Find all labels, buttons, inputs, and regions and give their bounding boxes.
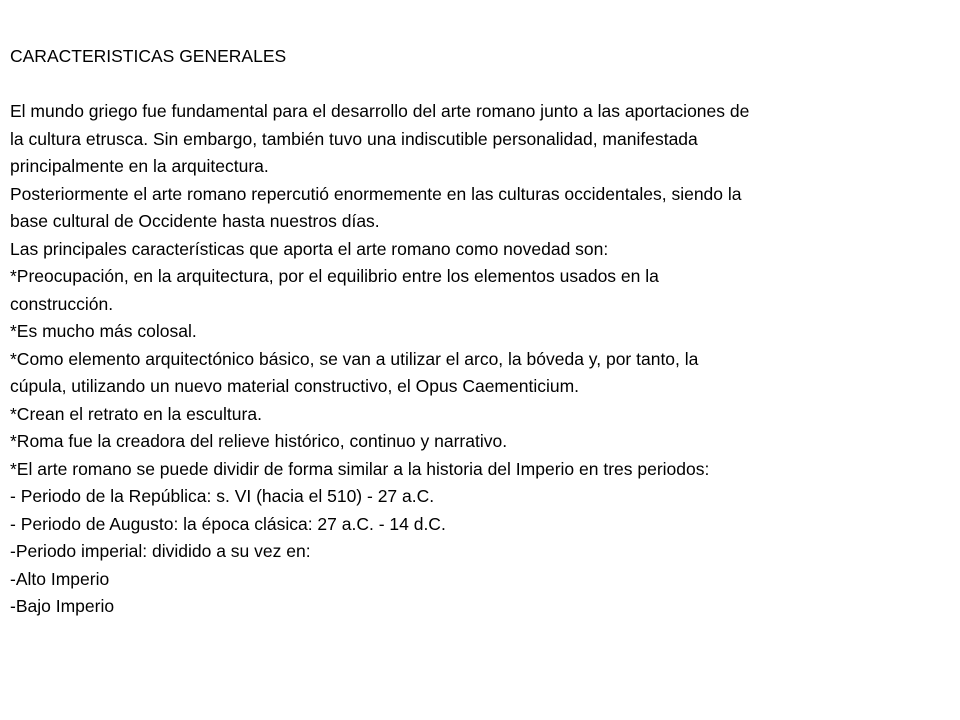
intro-line: Las principales características que aporta el arte romano como novedad son: bbox=[10, 238, 609, 259]
feature-line: *Preocupación, en la arquitectura, por el equilibrio entre los elementos usados en la bbox=[10, 266, 659, 286]
feature-line: construcción. bbox=[10, 293, 114, 314]
period-line: -Periodo imperial: dividido a su vez en: bbox=[10, 541, 311, 561]
period-line: - Periodo de la República: s. VI (hacia el 510) - 27 a.C. bbox=[10, 486, 435, 506]
intro-line: principalmente en la arquitectura. bbox=[10, 156, 269, 176]
blank-line bbox=[10, 71, 950, 99]
feature-line: *Como elemento arquitectónico básico, se van a utilizar el arco, la bóveda y, por tanto, la bbox=[10, 348, 699, 369]
feature-line: *El arte romano se puede dividir de forma similar a la historia del Imperio en tres periodos: bbox=[10, 458, 710, 479]
text-body bbox=[10, 43, 950, 621]
document-title: CARACTERISTICAS GENERALES bbox=[10, 46, 287, 66]
period-line: -Alto Imperio bbox=[10, 568, 110, 589]
intro-line: El mundo griego fue fundamental para el desarrollo del arte romano junto a las aportaciones de bbox=[10, 101, 750, 121]
feature-line: cúpula, utilizando un nuevo material constructivo, el Opus Caementicium. bbox=[10, 376, 580, 396]
intro-line: Posteriormente el arte romano repercutió enormemente en las culturas occidentales, siendo la bbox=[10, 183, 742, 204]
feature-line: *Crean el retrato en la escultura. bbox=[10, 403, 262, 424]
feature-line: *Roma fue la creadora del relieve histórico, continuo y narrativo. bbox=[10, 431, 508, 451]
intro-line: la cultura etrusca. Sin embargo, también tuvo una indiscutible personalidad, manifestada bbox=[10, 128, 698, 149]
intro-line: base cultural de Occidente hasta nuestros días. bbox=[10, 211, 380, 231]
period-line: -Bajo Imperio bbox=[10, 596, 115, 616]
feature-line: *Es mucho más colosal. bbox=[10, 321, 197, 341]
period-line: - Periodo de Augusto: la época clásica: 27 a.C. - 14 d.C. bbox=[10, 513, 446, 534]
